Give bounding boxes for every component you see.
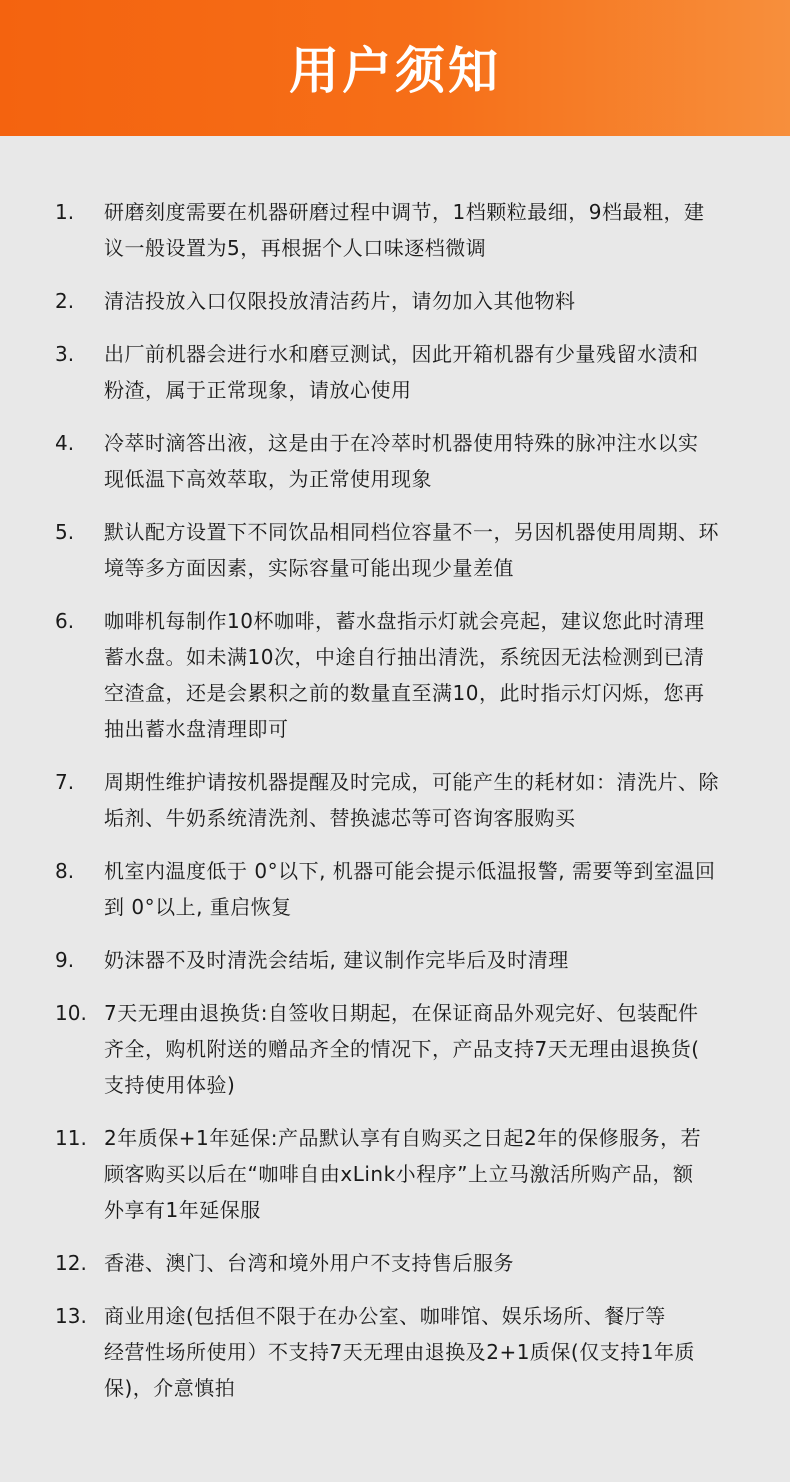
list-item [0, 514, 790, 586]
item-number: 2. [55, 289, 75, 313]
list-item [0, 764, 790, 836]
item-number: 9. [55, 948, 75, 972]
item-text: 清洁投放入口仅限投放清洁药片，请勿加入其他物料 [104, 289, 576, 313]
list-item [0, 603, 790, 747]
notice-list [0, 136, 790, 1406]
item-number: 3. [55, 342, 75, 366]
list-item [0, 1120, 790, 1228]
item-text: 7天无理由退换货:自签收日期起，在保证商品外观完好、包装配件 齐全，购机附送的赠品齐全的情况下，产品支持7天无理由退换货( 支持使用体验) [104, 1001, 700, 1097]
item-text: 冷萃时滴答出液，这是由于在冷萃时机器使用特殊的脉冲注水以实 现低温下高效萃取，为正常使用现象 [104, 431, 699, 491]
item-text: 研磨刻度需要在机器研磨过程中调节，1档颗粒最细，9档最粗，建 议一般设置为5，再根据个人口味逐档微调 [104, 200, 705, 260]
list-item [0, 942, 790, 978]
item-text: 香港、澳门、台湾和境外用户不支持售后服务 [104, 1251, 514, 1275]
list-item [0, 853, 790, 925]
item-number: 13. [55, 1304, 87, 1328]
item-text: 商业用途(包括但不限于在办公室、咖啡馆、娱乐场所、餐厅等 经营性场所使用）不支持7天无理由退换及2+1质保(仅支持1年质 保)，介意慎拍 [104, 1304, 695, 1400]
item-number: 12. [55, 1251, 87, 1275]
item-text: 周期性维护请按机器提醒及时完成，可能产生的耗材如：清洗片、除 垢剂、牛奶系统清洗剂、替换滤芯等可咨询客服购买 [104, 770, 719, 830]
item-number: 4. [55, 431, 75, 455]
item-number: 11. [55, 1126, 87, 1150]
item-number: 1. [55, 200, 75, 224]
item-number: 8. [55, 859, 75, 883]
list-item [0, 336, 790, 408]
list-item [0, 1298, 790, 1406]
page-title: 用户须知 [289, 42, 501, 100]
list-item [0, 425, 790, 497]
item-text: 默认配方设置下不同饮品相同档位容量不一，另因机器使用周期、环 境等多方面因素，实际容量可能出现少量差值 [104, 520, 719, 580]
item-number: 10. [55, 1001, 87, 1025]
item-number: 6. [55, 609, 75, 633]
item-text: 机室内温度低于 0°以下, 机器可能会提示低温报警, 需要等到室温回 到 0°以上, 重启恢复 [104, 859, 716, 919]
item-text: 出厂前机器会进行水和磨豆测试，因此开箱机器有少量残留水渍和 粉渣，属于正常现象，请放心使用 [104, 342, 699, 402]
item-number: 7. [55, 770, 75, 794]
list-item [0, 1245, 790, 1281]
list-item [0, 995, 790, 1103]
list-item [0, 194, 790, 266]
list-item [0, 283, 790, 319]
item-text: 奶沫器不及时清洗会结垢, 建议制作完毕后及时清理 [104, 948, 569, 972]
header-banner [0, 0, 790, 136]
item-number: 5. [55, 520, 75, 544]
item-text: 咖啡机每制作10杯咖啡，蓄水盘指示灯就会亮起，建议您此时清理 蓄水盘。如未满10次，中途自行抽出清洗，系统因无法检测到已清 空渣盒，还是会累积之前的数量直至满10，此时指示灯闪烁，您再 抽出蓄水盘清理即可 [104, 609, 705, 741]
item-text: 2年质保+1年延保:产品默认享有自购买之日起2年的保修服务，若 顾客购买以后在“咖啡自由xLink小程序”上立马激活所购产品，额 外享有1年延保服 [104, 1126, 702, 1222]
